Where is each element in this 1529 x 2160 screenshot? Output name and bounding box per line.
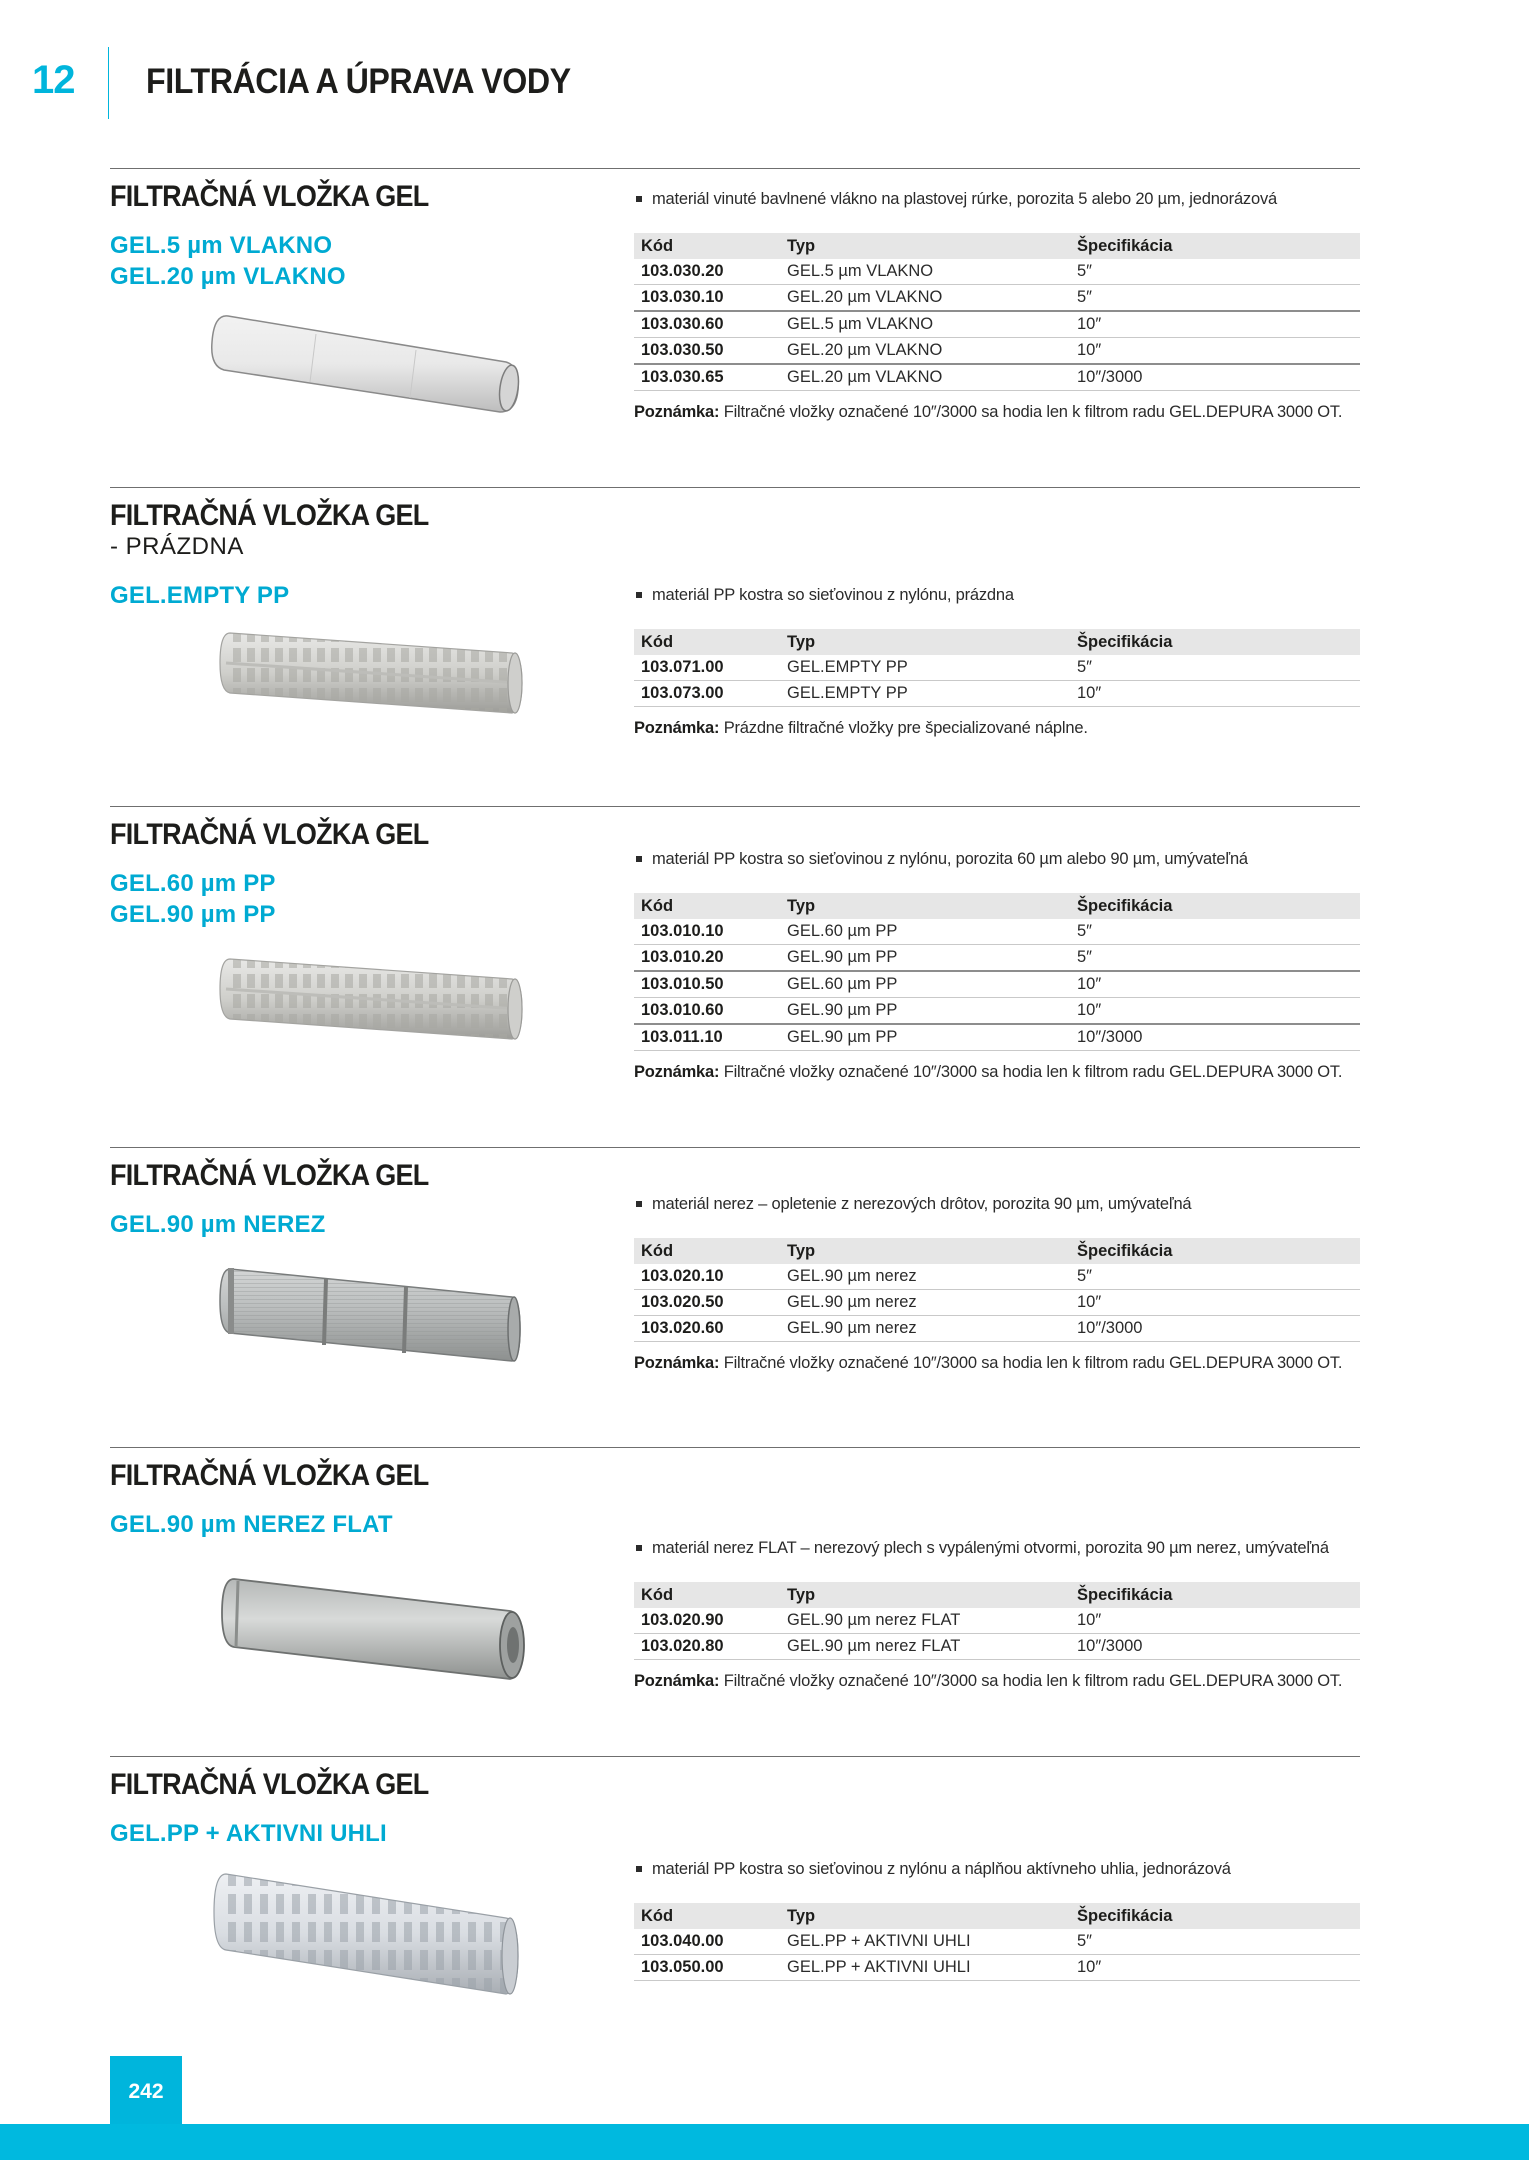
table-row [634, 259, 1360, 285]
pp-mesh-cartridge-image [216, 625, 536, 735]
product-type: GEL.90 µm nerez [780, 1316, 1070, 1342]
table-row [634, 338, 1360, 365]
feature-bullet [634, 1539, 1360, 1558]
note-text: Prázdne filtračné vložky pre špecializované náplne. [723, 719, 1088, 737]
product-spec: 5″ [1070, 919, 1360, 945]
column-header-code: Kód [634, 1903, 780, 1929]
bullet-icon [636, 592, 642, 598]
product-type: GEL.20 µm VLAKNO [780, 364, 1070, 391]
variant-list [110, 868, 276, 930]
product-spec: 5″ [1070, 285, 1360, 312]
table-row [634, 1316, 1360, 1342]
table-header-row [634, 1903, 1360, 1929]
product-code: 103.030.50 [634, 338, 780, 365]
variant-list [110, 1209, 326, 1240]
product-table [634, 1903, 1360, 1981]
product-spec: 10″/3000 [1070, 1634, 1360, 1660]
column-header-code: Kód [634, 1238, 780, 1264]
feature-bullet [634, 1195, 1360, 1214]
column-header-code: Kód [634, 629, 780, 655]
section-title: FILTRAČNÁ VLOŽKA GEL [110, 1768, 429, 1801]
product-details [634, 850, 1360, 1082]
table-row [634, 1264, 1360, 1290]
variant-name: GEL.EMPTY PP [110, 582, 290, 609]
column-header-spec: Špecifikácia [1070, 233, 1360, 259]
note-label: Poznámka: [634, 719, 720, 737]
section-divider [110, 1147, 1360, 1148]
section-divider [110, 487, 1360, 488]
variant-name: GEL.90 µm PP [110, 901, 276, 928]
table-header-row [634, 893, 1360, 919]
note-label: Poznámka: [634, 1354, 720, 1372]
table-row [634, 311, 1360, 338]
product-code: 103.010.10 [634, 919, 780, 945]
product-details [634, 1195, 1360, 1373]
variant-list [110, 1509, 393, 1540]
product-note [634, 1354, 1360, 1373]
page-number: 242 [128, 2080, 164, 2103]
feature-text: materiál nerez – opletenie z nerezových drôtov, porozita 90 µm, umývateľná [652, 1195, 1192, 1213]
product-spec: 10″ [1070, 1608, 1360, 1634]
product-table [634, 1238, 1360, 1342]
product-code: 103.020.80 [634, 1634, 780, 1660]
product-spec: 10″/3000 [1070, 1316, 1360, 1342]
product-type: GEL.90 µm PP [780, 998, 1070, 1025]
note-label: Poznámka: [634, 1063, 720, 1081]
section-title: FILTRAČNÁ VLOŽKA GEL [110, 1459, 429, 1492]
section-divider [110, 1756, 1360, 1757]
product-type: GEL.5 µm VLAKNO [780, 259, 1070, 285]
feature-text: materiál PP kostra so sieťovinou z nylónu, prázdna [652, 586, 1014, 604]
section-subtitle: - PRÁZDNA [110, 533, 244, 560]
product-code: 103.011.10 [634, 1024, 780, 1051]
bullet-icon [636, 1866, 642, 1872]
product-type: GEL.60 µm PP [780, 919, 1070, 945]
product-spec: 10″/3000 [1070, 1024, 1360, 1051]
product-spec: 5″ [1070, 1929, 1360, 1955]
feature-text: materiál PP kostra so sieťovinou z nylónu a náplňou aktívneho uhlia, jednorázová [652, 1860, 1231, 1878]
product-code: 103.030.20 [634, 259, 780, 285]
product-type: GEL.EMPTY PP [780, 681, 1070, 707]
product-table [634, 1582, 1360, 1660]
chapter-number: 12 [32, 58, 75, 102]
product-type: GEL.PP + AKTIVNI UHLI [780, 1955, 1070, 1981]
product-type: GEL.5 µm VLAKNO [780, 311, 1070, 338]
table-header-row [634, 1238, 1360, 1264]
table-row [634, 919, 1360, 945]
table-header-row [634, 629, 1360, 655]
section-divider [110, 806, 1360, 807]
column-header-spec: Špecifikácia [1070, 629, 1360, 655]
product-spec: 10″/3000 [1070, 364, 1360, 391]
table-row [634, 1929, 1360, 1955]
product-type: GEL.PP + AKTIVNI UHLI [780, 1929, 1070, 1955]
feature-bullet [634, 1860, 1360, 1879]
product-code: 103.020.50 [634, 1290, 780, 1316]
product-note [634, 1063, 1360, 1082]
column-header-code: Kód [634, 233, 780, 259]
feature-text: materiál nerez FLAT – nerezový plech s vypálenými otvormi, porozita 90 µm nerez, umývateľná [652, 1539, 1329, 1557]
product-spec: 10″ [1070, 1955, 1360, 1981]
variant-list [110, 1818, 387, 1849]
table-row [634, 655, 1360, 681]
section-title: FILTRAČNÁ VLOŽKA GEL [110, 818, 429, 851]
product-details [634, 586, 1360, 738]
column-header-spec: Špecifikácia [1070, 1582, 1360, 1608]
product-spec: 10″ [1070, 681, 1360, 707]
column-header-type: Typ [780, 1582, 1070, 1608]
note-label: Poznámka: [634, 1672, 720, 1690]
carbon-pp-cartridge-image [208, 1862, 538, 2012]
product-type: GEL.60 µm PP [780, 971, 1070, 998]
product-type: GEL.90 µm nerez FLAT [780, 1608, 1070, 1634]
product-note [634, 1672, 1360, 1691]
product-code: 103.071.00 [634, 655, 780, 681]
product-note [634, 719, 1360, 738]
product-type: GEL.EMPTY PP [780, 655, 1070, 681]
table-row [634, 1290, 1360, 1316]
product-code: 103.010.50 [634, 971, 780, 998]
chapter-divider [108, 47, 109, 119]
product-type: GEL.90 µm nerez FLAT [780, 1634, 1070, 1660]
stainless-flat-cartridge-image [214, 1569, 534, 1699]
section-divider [110, 1447, 1360, 1448]
section-title: FILTRAČNÁ VLOŽKA GEL [110, 1159, 429, 1192]
product-spec: 10″ [1070, 1290, 1360, 1316]
product-spec: 5″ [1070, 655, 1360, 681]
product-code: 103.040.00 [634, 1929, 780, 1955]
bullet-icon [636, 196, 642, 202]
table-row [634, 998, 1360, 1025]
note-text: Filtračné vložky označené 10″/3000 sa hodia len k filtrom radu GEL.DEPURA 3000 OT. [723, 1672, 1343, 1690]
column-header-spec: Špecifikácia [1070, 1238, 1360, 1264]
product-code: 103.030.10 [634, 285, 780, 312]
section-title: FILTRAČNÁ VLOŽKA GEL [110, 499, 429, 532]
product-type: GEL.20 µm VLAKNO [780, 285, 1070, 312]
product-type: GEL.90 µm nerez [780, 1264, 1070, 1290]
variant-name: GEL.PP + AKTIVNI UHLI [110, 1820, 387, 1847]
footer-bar [0, 2124, 1529, 2160]
product-spec: 10″ [1070, 338, 1360, 365]
feature-bullet [634, 586, 1360, 605]
product-spec: 5″ [1070, 945, 1360, 972]
stainless-mesh-cartridge-image [214, 1259, 534, 1379]
column-header-spec: Špecifikácia [1070, 893, 1360, 919]
chapter-title: FILTRÁCIA A ÚPRAVA VODY [146, 62, 571, 101]
product-code: 103.010.20 [634, 945, 780, 972]
variant-name: GEL.90 µm NEREZ FLAT [110, 1511, 393, 1538]
product-type: GEL.90 µm PP [780, 1024, 1070, 1051]
column-header-type: Typ [780, 1903, 1070, 1929]
product-note [634, 403, 1360, 422]
variant-list [110, 230, 346, 292]
product-code: 103.050.00 [634, 1955, 780, 1981]
variant-name: GEL.20 µm VLAKNO [110, 263, 346, 290]
product-type: GEL.20 µm VLAKNO [780, 338, 1070, 365]
column-header-spec: Špecifikácia [1070, 1903, 1360, 1929]
bullet-icon [636, 1201, 642, 1207]
product-code: 103.020.10 [634, 1264, 780, 1290]
product-type: GEL.90 µm nerez [780, 1290, 1070, 1316]
note-text: Filtračné vložky označené 10″/3000 sa hodia len k filtrom radu GEL.DEPURA 3000 OT. [723, 1063, 1343, 1081]
table-row [634, 364, 1360, 391]
page-number-box [110, 2056, 182, 2126]
feature-text: materiál vinuté bavlnené vlákno na plastovej rúrke, porozita 5 alebo 20 µm, jednorázová [652, 190, 1277, 208]
feature-text: materiál PP kostra so sieťovinou z nylónu, porozita 60 µm alebo 90 µm, umývateľná [652, 850, 1248, 868]
table-row [634, 681, 1360, 707]
table-row [634, 1955, 1360, 1981]
column-header-code: Kód [634, 893, 780, 919]
product-spec: 5″ [1070, 259, 1360, 285]
product-code: 103.020.90 [634, 1608, 780, 1634]
note-text: Filtračné vložky označené 10″/3000 sa hodia len k filtrom radu GEL.DEPURA 3000 OT. [723, 403, 1343, 421]
table-row [634, 1024, 1360, 1051]
column-header-type: Typ [780, 1238, 1070, 1264]
product-table [634, 233, 1360, 391]
product-details [634, 190, 1360, 422]
product-code: 103.030.65 [634, 364, 780, 391]
table-row [634, 1608, 1360, 1634]
product-details [634, 1860, 1360, 1981]
variant-name: GEL.90 µm NEREZ [110, 1211, 326, 1238]
product-code: 103.020.60 [634, 1316, 780, 1342]
variant-list [110, 580, 289, 611]
variant-name: GEL.5 µm VLAKNO [110, 232, 333, 259]
feature-bullet [634, 190, 1360, 209]
table-header-row [634, 233, 1360, 259]
table-row [634, 1634, 1360, 1660]
section-divider [110, 168, 1360, 169]
product-spec: 10″ [1070, 998, 1360, 1025]
product-code: 103.030.60 [634, 311, 780, 338]
product-details [634, 1539, 1360, 1691]
column-header-type: Typ [780, 893, 1070, 919]
bullet-icon [636, 856, 642, 862]
table-header-row [634, 1582, 1360, 1608]
table-row [634, 285, 1360, 312]
product-spec: 5″ [1070, 1264, 1360, 1290]
feature-bullet [634, 850, 1360, 869]
product-table [634, 629, 1360, 707]
note-label: Poznámka: [634, 403, 720, 421]
note-text: Filtračné vložky označené 10″/3000 sa hodia len k filtrom radu GEL.DEPURA 3000 OT. [723, 1354, 1343, 1372]
table-row [634, 971, 1360, 998]
product-code: 103.010.60 [634, 998, 780, 1025]
section-title: FILTRAČNÁ VLOŽKA GEL [110, 180, 429, 213]
column-header-code: Kód [634, 1582, 780, 1608]
product-type: GEL.90 µm PP [780, 945, 1070, 972]
cotton-wound-cartridge-image [206, 304, 536, 424]
product-code: 103.073.00 [634, 681, 780, 707]
column-header-type: Typ [780, 233, 1070, 259]
variant-name: GEL.60 µm PP [110, 870, 276, 897]
product-spec: 10″ [1070, 311, 1360, 338]
table-row [634, 945, 1360, 972]
bullet-icon [636, 1545, 642, 1551]
product-table [634, 893, 1360, 1051]
column-header-type: Typ [780, 629, 1070, 655]
pp-mesh-cartridge-image [216, 951, 536, 1061]
product-spec: 10″ [1070, 971, 1360, 998]
